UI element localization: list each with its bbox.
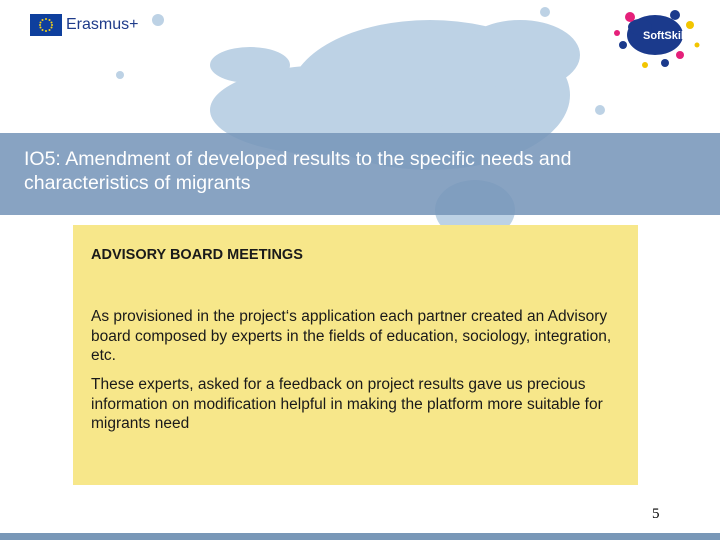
paragraph-2: These experts, asked for a feedback on project results gave us precious information on modification helpful in making the platform more suitable for migrants need — [91, 376, 603, 432]
page-number: 5 — [652, 506, 660, 522]
erasmus-label: Erasmus+ — [66, 16, 139, 33]
paragraph-1: As provisioned in the project‘s application each partner created an Advisory board composed by experts in the fields of education, sociology, integration, etc. — [91, 308, 612, 364]
eu-flag-icon — [30, 14, 62, 36]
softskills-label: SoftSkills4EU — [643, 30, 715, 42]
slide-title: IO5: Amendment of developed results to the specific needs and characteristics of migrants — [24, 148, 572, 194]
erasmus-logo — [30, 12, 138, 38]
bottom-bar — [0, 533, 720, 540]
softskills-logo — [605, 5, 715, 75]
section-heading: ADVISORY BOARD MEETINGS — [91, 247, 303, 263]
